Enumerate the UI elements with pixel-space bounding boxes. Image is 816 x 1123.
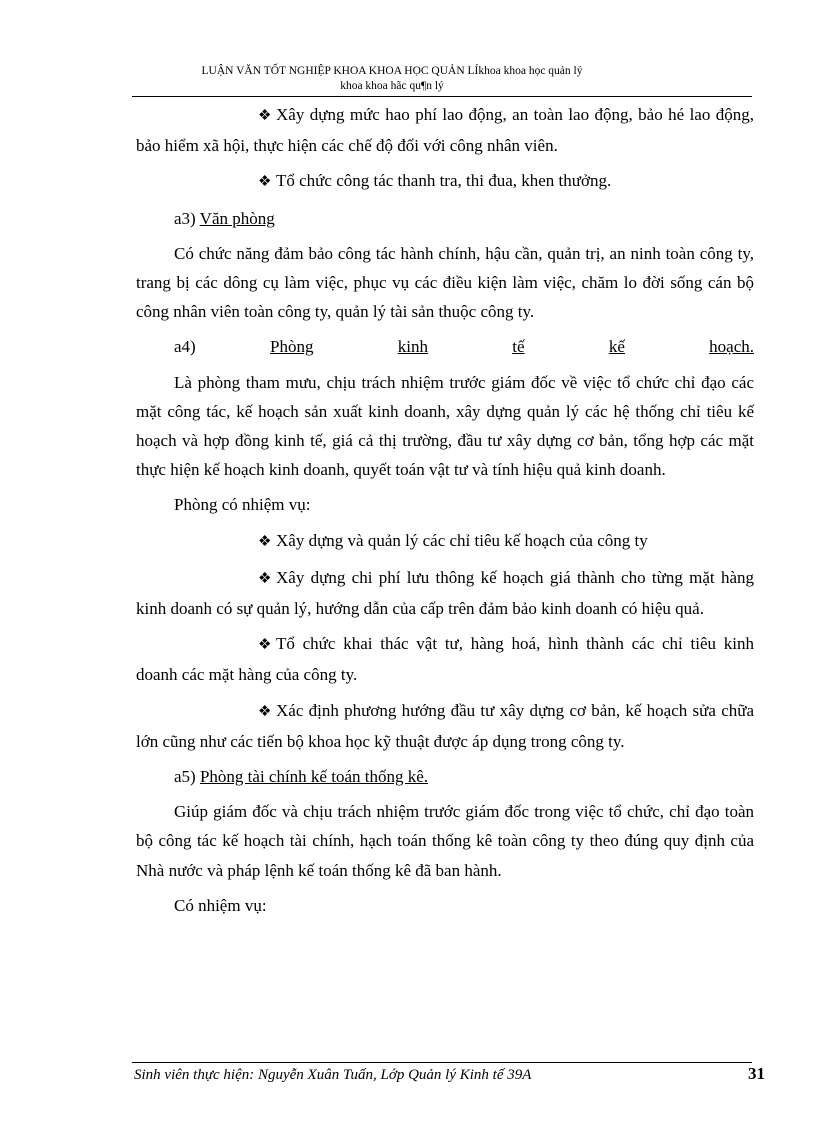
bullet-text: Xác định phương hướng đầu tư xây dựng cơ bản, kế hoạch sửa chữa lớn cũng như các tiến bộ khoa học kỹ thuật được áp dụng trong công ty. bbox=[136, 700, 754, 751]
paragraph: Phòng có nhiệm vụ: bbox=[174, 495, 311, 515]
section-title: Văn phòng bbox=[199, 208, 275, 228]
bullet-item bbox=[136, 563, 754, 623]
diamond-bullet-icon: ❖ bbox=[258, 108, 272, 124]
header-line-1: LUẬN VĂN TỐT NGHIỆP KHOA KHOA HỌC QUẢN LÍkhoa khoa học quản lý bbox=[201, 65, 583, 77]
section-heading-a4 bbox=[136, 332, 754, 361]
diamond-bullet-icon: ❖ bbox=[258, 533, 272, 550]
bullet-text: Xây dựng chi phí lưu thông kế hoạch giá thành cho từng mặt hàng kinh doanh có sự quản lý, hướng dẫn của cấp trên đảm bảo kinh doanh có hiệu quả. bbox=[136, 567, 754, 619]
section-heading-a5 bbox=[136, 762, 754, 791]
paragraph: Có chức năng đảm bảo công tác hành chính, hậu cần, quản trị, an ninh toàn công ty, trang bị các dông cụ làm việc, phục vụ các điều kiện làm việc, chăm lo đời sống cán bộ công nhân viên toàn công ty, quản lý tài sản thuộc công ty. bbox=[136, 243, 754, 322]
bullet-item bbox=[136, 100, 754, 160]
bullet-item bbox=[136, 166, 754, 197]
diamond-bullet-icon: ❖ bbox=[258, 570, 272, 587]
footer-rule bbox=[132, 1062, 752, 1063]
bullet-text: Xây dựng mức hao phí lao động, an toàn lao động, bảo hé lao động, bảo hiểm xã hội, thực hiện các chế độ đối với công nhân viên. bbox=[136, 105, 754, 156]
bullet-text: Tổ chức công tác thanh tra, thi đua, khen thưởng. bbox=[276, 171, 612, 191]
section-label: a5) bbox=[174, 767, 196, 787]
bullet-text: Tổ chức khai thác vật tư, hàng hoá, hình thành các chỉ tiêu kinh doanh các mặt hàng của công ty. bbox=[136, 634, 754, 685]
diamond-bullet-icon: ❖ bbox=[258, 637, 272, 654]
running-footer: Sinh viên thực hiện: Nguyễn Xuân Tuấn, Lớp Quản lý Kinh tế 39A bbox=[134, 1067, 532, 1083]
section-label: a4) bbox=[174, 337, 196, 357]
header-rule bbox=[132, 96, 752, 97]
page-number: 31 bbox=[748, 1064, 765, 1083]
bullet-item bbox=[136, 526, 754, 557]
header-line-2: khoa khoa hãc qu¶n lý bbox=[340, 80, 444, 92]
bullet-item bbox=[136, 629, 754, 689]
paragraph: Có nhiệm vụ: bbox=[174, 895, 267, 915]
bullet-item bbox=[136, 696, 754, 756]
bullet-text: Xây dựng và quản lý các chỉ tiêu kế hoạch của công ty bbox=[276, 530, 648, 550]
diamond-bullet-icon: ❖ bbox=[258, 174, 272, 191]
section-title: Phòng kinh tế kế hoạch. bbox=[270, 337, 754, 357]
section-label: a3) bbox=[174, 208, 196, 228]
running-header bbox=[132, 64, 652, 94]
paragraph: Giúp giám đốc và chịu trách nhiệm trước giám đốc trong việc tổ chức, chỉ đạo toàn bộ công tác kế hoạch tài chính, hạch toán thống kê toàn công ty theo đúng quy định của Nhà nước và pháp lệnh kế toán thống kê đã ban hành. bbox=[136, 802, 754, 880]
section-heading-a3 bbox=[136, 204, 754, 233]
paragraph: Là phòng tham mưu, chịu trách nhiệm trước giám đốc về việc tổ chức chỉ đạo các mặt công tác, kế hoạch sản xuất kinh doanh, xây dựng quản lý các hệ thống chỉ tiêu kế hoạch và hợp đồng kinh tế, giá cả thị trường, đầu tư xây dựng cơ bản, tổng hợp các mặt thực hiện kế hoạch kinh doanh, quyết toán vật tư và tính hiệu quả kinh doanh. bbox=[136, 372, 754, 480]
page-body bbox=[136, 100, 754, 920]
diamond-bullet-icon: ❖ bbox=[258, 703, 272, 720]
section-title: Phòng tài chính kế toán thống kê. bbox=[199, 767, 429, 787]
